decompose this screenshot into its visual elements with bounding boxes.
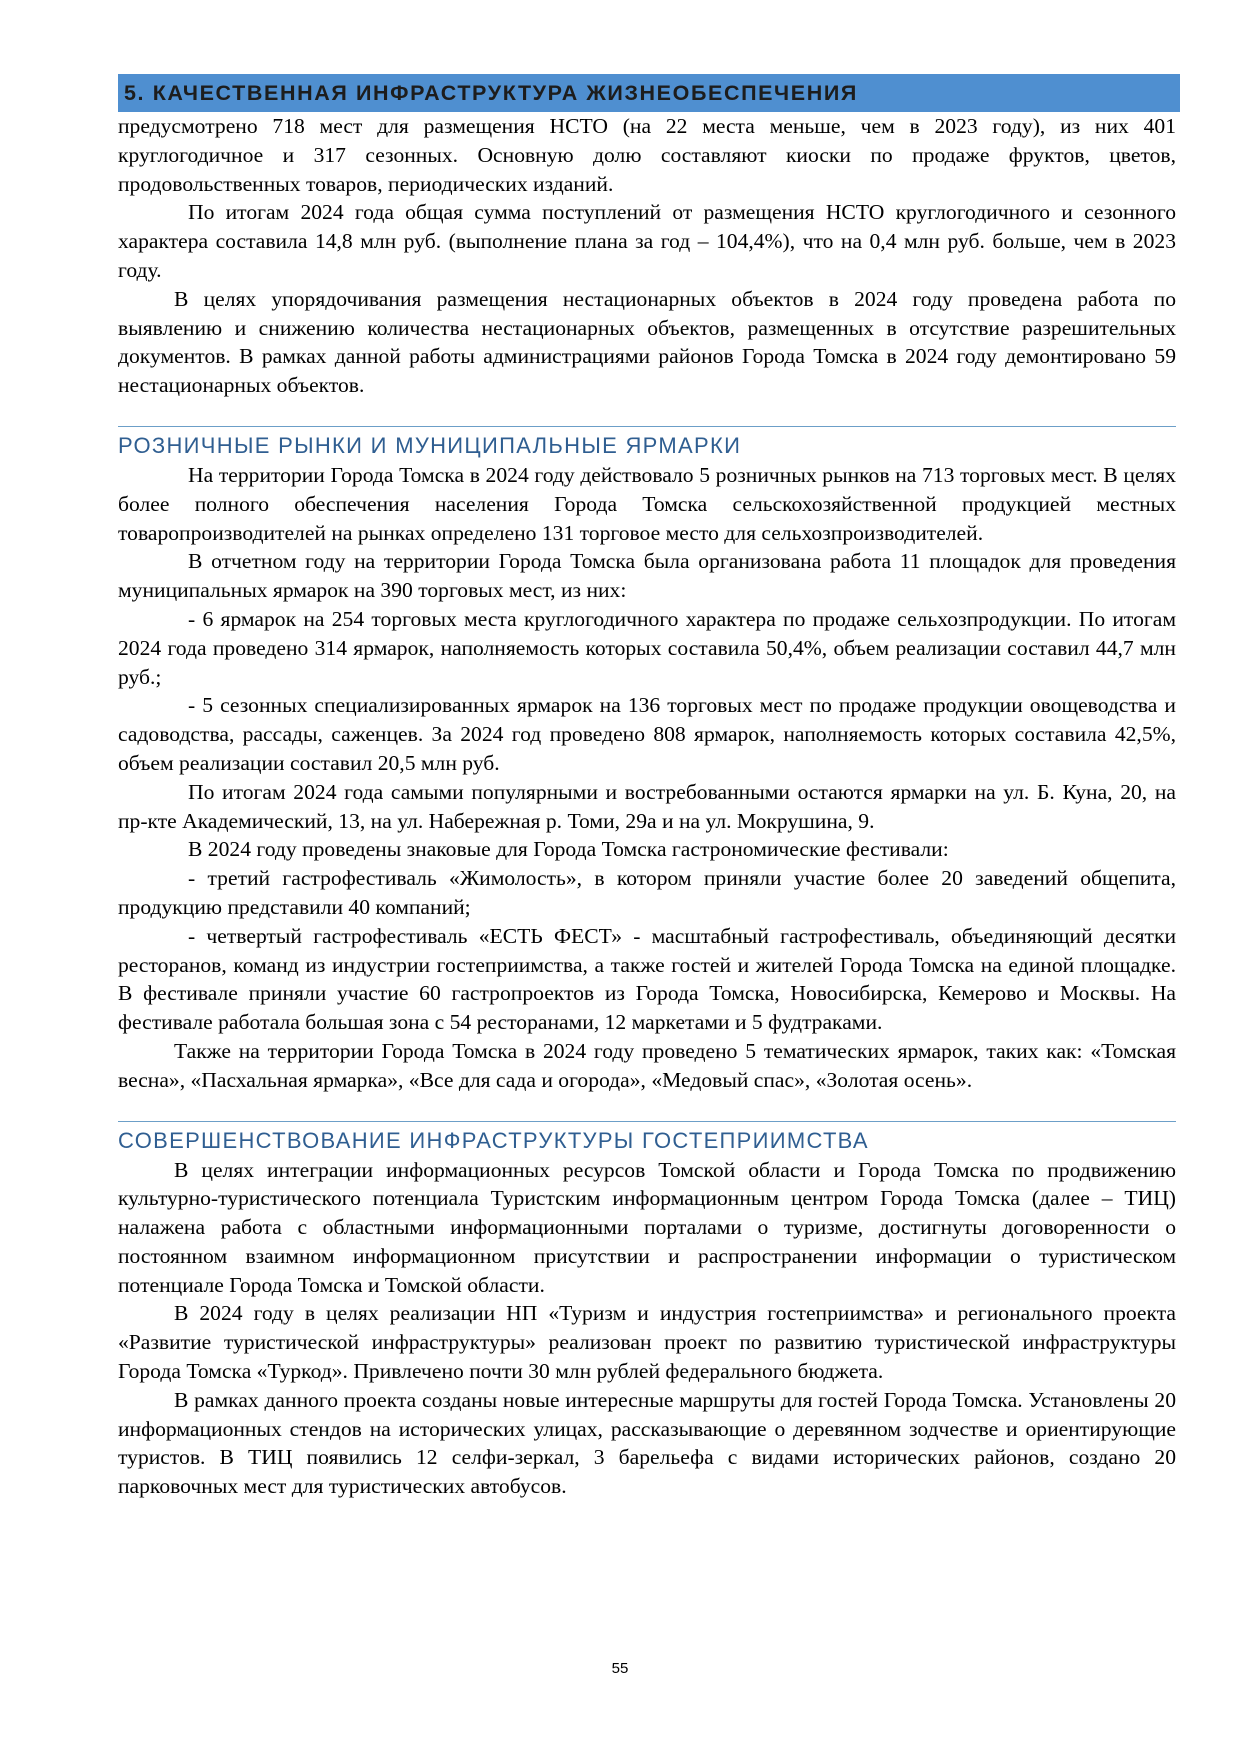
- chapter-header-bar: [118, 74, 1180, 112]
- tourism-paragraph-3: В рамках данного проекта созданы новые интересные маршруты для гостей Города Томска. Установлены 20 информационных стендов на исторических улицах, рассказывающие о деревянном зодчестве и ориентирующие туристов. В ТИЦ появились 12 селфи-зеркал, 3 барельефа с видами исторических районов, создано 20 парковочных мест для туристических автобусов.: [118, 1387, 1176, 1499]
- markets-list-item-2: - 5 сезонных специализированных ярмарок на 136 торговых мест по продаже продукции овощеводства и садоводства, рассады, саженцев. За 2024 год проведено 808 ярмарок, наполняемость которых составила 42,5%, объем реализации составил 20,5 млн руб.: [118, 693, 1176, 775]
- page-content: [118, 74, 1180, 1501]
- markets-paragraph-thematic: Также на территории Города Томска в 2024 году проведено 5 тематических ярмарок, таких как: «Томская весна», «Пасхальная ярмарка», «Все для сада и огорода», «Медовый спас», «Золотая осень».: [118, 1038, 1176, 1092]
- chapter-title: 5. КАЧЕСТВЕННАЯ ИНФРАСТРУКТУРА ЖИЗНЕОБЕСПЕЧЕНИЯ: [124, 80, 858, 105]
- markets-list-item-1: - 6 ярмарок на 254 торговых места круглогодичного характера по продаже сельхозпродукции. По итогам 2024 года проведено 314 ярмарок, наполняемость которых составила 50,4%, объем реализации составил 44,7 млн руб.;: [118, 606, 1176, 689]
- markets-paragraph-1: На территории Города Томска в 2024 году действовало 5 розничных рынков на 713 торговых мест. В целях более полного обеспечения населения Города Томска сельскохозяйственной продукцией местных товаропроизводителей на рынках определено 131 торговое место для сельхозпроизводителей.: [118, 462, 1176, 545]
- intro-section: [118, 112, 1176, 400]
- page-number: 55: [611, 1660, 629, 1677]
- tourism-paragraph-1: В целях интеграции информационных ресурсов Томской области и Города Томска по продвижению культурно-туристического потенциала Туристским информационным центром Города Томска (далее – ТИЦ) налажена работа с областными информационными порталами о туризме, достигнуты договоренности о постоянном взаимном информационном присутствии и распространении информации о туристическом потенциале Города Томска и Томской области.: [118, 1157, 1176, 1297]
- tourism-section-heading: СОВЕРШЕНСТВОВАНИЕ ИНФРАСТРУКТУРЫ ГОСТЕПРИИМСТВА: [118, 1121, 1176, 1156]
- intro-paragraph-3: В целях упорядочивания размещения нестационарных объектов в 2024 году проведена работа по выявлению и снижению количества нестационарных объектов, размещенных в отсутствие разрешительных документов. В рамках данной работы администрациями районов Города Томска в 2024 году демонтировано 59 нестационарных объектов.: [118, 286, 1176, 398]
- tourism-section: [118, 1121, 1176, 1502]
- markets-section-heading: РОЗНИЧНЫЕ РЫНКИ И МУНИЦИПАЛЬНЫЕ ЯРМАРКИ: [118, 426, 1176, 461]
- festival-list-item-1: - третий гастрофестиваль «Жимолость», в котором приняли участие более 20 заведений общепита, продукцию представили 40 компаний;: [118, 866, 1176, 919]
- intro-paragraph-1: предусмотрено 718 мест для размещения НСТО (на 22 места меньше, чем в 2023 году), из них 401 круглогодичное и 317 сезонных. Основную долю составляют киоски по продаже фруктов, цветов, продовольственных товаров, периодических изданий.: [118, 114, 1176, 196]
- intro-paragraph-2: По итогам 2024 года общая сумма поступлений от размещения НСТО круглогодичного и сезонного характера составила 14,8 млн руб. (выполнение плана за год – 104,4%), что на 0,4 млн руб. больше, чем в 2023 году.: [118, 200, 1176, 282]
- markets-paragraph-festivals: В 2024 году проведены знаковые для Города Томска гастрономические фестивали:: [188, 837, 949, 862]
- markets-paragraph-popular: По итогам 2024 года самыми популярными и востребованными остаются ярмарки на ул. Б. Куна, 20, на пр-кте Академический, 13, на ул. Набережная р. Томи, 29а и на ул. Мокрушина, 9.: [118, 779, 1176, 833]
- markets-section: [118, 426, 1176, 1095]
- festival-list-item-2: - четвертый гастрофестиваль «ЕСТЬ ФЕСТ» - масштабный гастрофестиваль, объединяющий десятки ресторанов, команд из индустрии гостеприимства, а также гостей и жителей Города Томска на единой площадке. В фестивале приняли участие 60 гастропроектов из Города Томска, Новосибирска, Кемерово и Москвы. На фестивале работала большая зона с 54 ресторанами, 12 маркетами и 5 фудтраками.: [118, 923, 1176, 1035]
- tourism-paragraph-2: В 2024 году в целях реализации НП «Туризм и индустрия гостеприимства» и регионального проекта «Развитие туристической инфраструктуры» реализован проект по развитию туристической инфраструктуры Города Томска «Туркод». Привлечено почти 30 млн рублей федерального бюджета.: [118, 1301, 1176, 1384]
- markets-paragraph-2: В отчетном году на территории Города Томска была организована работа 11 площадок для проведения муниципальных ярмарок на 390 торговых мест, из них:: [118, 549, 1176, 603]
